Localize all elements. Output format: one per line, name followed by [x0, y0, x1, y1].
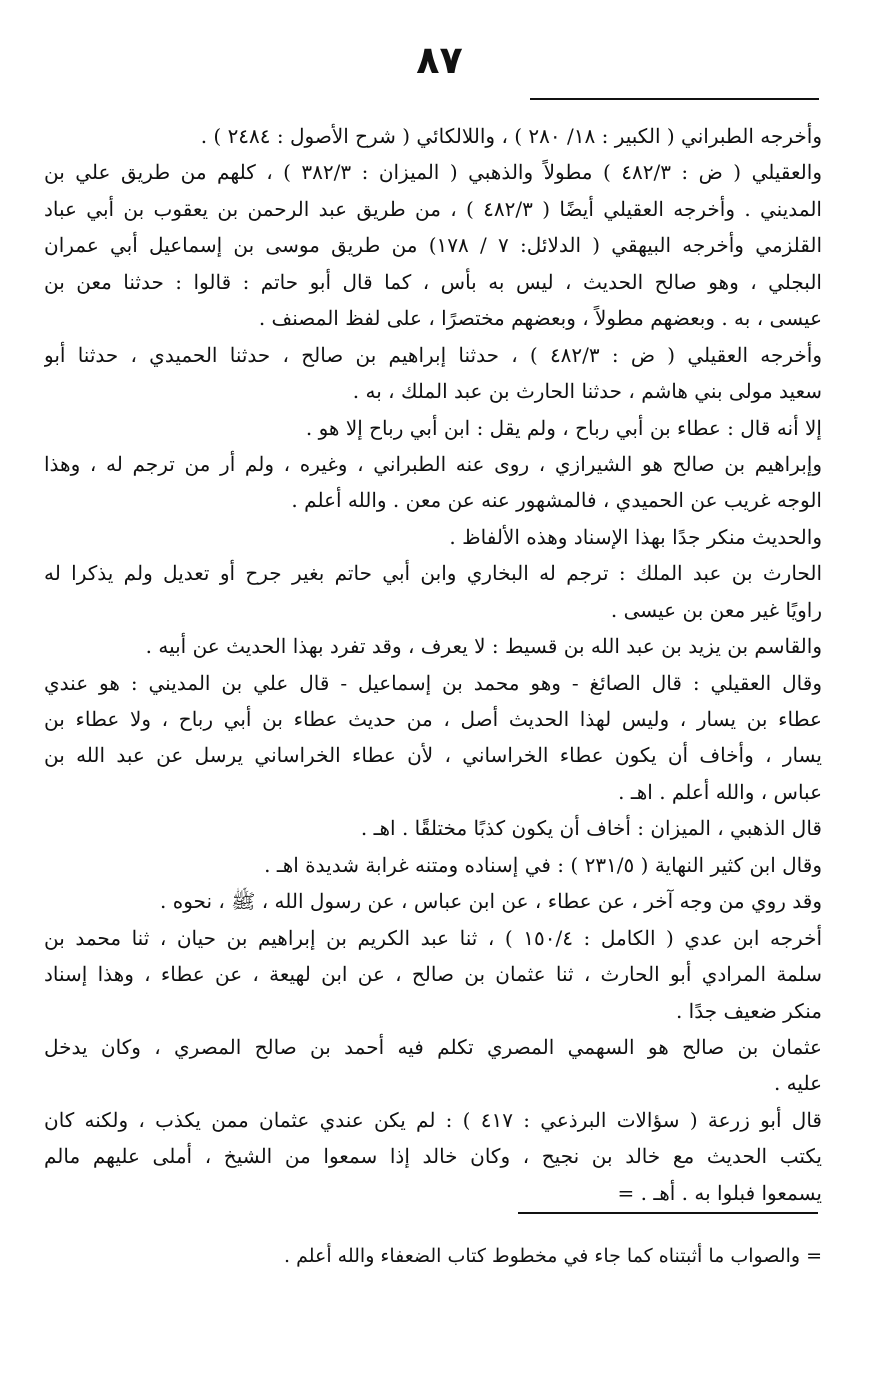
footnote: = والصواب ما أثبتناه كما جاء في مخطوط كتاب الضعفاء والله أعلم . — [283, 1245, 822, 1267]
text-line: الوجه غريب عن الحميدي ، فالمشهور عنه عن معن . والله أعلم . — [291, 488, 822, 513]
text-line: المديني . وأخرجه العقيلي أيضًا ( ٤٨٢/٣ ) ، من طريق عبد الرحمن بن يعقوب بن أبي عباد — [44, 196, 822, 221]
text-line: عيسى ، به . وبعضهم مطولاً ، وبعضهم مختصرًا ، على لفظ المصنف . — [258, 306, 822, 331]
text-line: وأخرجه العقيلي ( ض : ٤٨٢/٣ ) ، حدثنا إبراهيم بن صالح ، حدثنا الحميدي ، حدثنا أبو — [44, 342, 822, 367]
text-line: عليه . — [773, 1071, 822, 1096]
text-line: سعيد مولى بني هاشم ، حدثنا الحارث بن عبد الملك ، به . — [352, 379, 822, 404]
text-line: الحارث بن عبد الملك : ترجم له البخاري وابن أبي حاتم بغير جرح أو تعديل ولم يذكرا له — [44, 561, 822, 586]
text-line: وقال ابن كثير النهاية ( ٢٣١/٥ ) : في إسناده ومتنه غرابة شديدة اهـ . — [264, 852, 822, 877]
text-line: أخرجه ابن عدي ( الكامل : ١٥٠/٤ ) ، ثنا عبد الكريم بن إبراهيم بن حيان ، ثنا محمد بن — [44, 925, 822, 950]
text-line: القلزمي وأخرجه البيهقي ( الدلائل: ٧ / ١٧٨) من طريق موسى بن إسماعيل أبي عمران — [44, 233, 822, 258]
text-line: يكتب الحديث مع خالد بن نجيح ، وكان خالد إذا سمعوا من الشيخ ، أملى عليهم مالم — [44, 1144, 822, 1169]
text-line: قال الذهبي ، الميزان : أخاف أن يكون كذبًا مختلقًا . اهـ . — [360, 816, 822, 841]
text-line: والعقيلي ( ض : ٤٨٢/٣ ) مطولاً والذهبي ( الميزان : ٣٨٢/٣ ) ، كلهم من طريق علي بن — [44, 160, 822, 185]
text-line: والقاسم بن يزيد بن عبد الله بن قسيط : لا يعرف ، وقد تفرد بهذا الحديث عن أبيه . — [145, 634, 822, 659]
text-line: سلمة المرادي أبو الحارث ، ثنا عثمان بن صالح ، عن ابن لهيعة ، عن عطاء ، وهذا إسناد — [44, 962, 822, 987]
main-text — [44, 118, 822, 1211]
text-line: البجلي ، وهو صالح الحديث ، ليس به بأس ، كما قال أبو حاتم : قالوا : حدثنا معن بن — [44, 269, 822, 294]
text-line: منكر ضعيف جدًا . — [675, 998, 822, 1023]
text-line: قال أبو زرعة ( سؤالات البرذعي : ٤١٧ ) : لم يكن عندي عثمان ممن يكذب ، ولكنه كان — [44, 1107, 822, 1132]
text-line: وقال العقيلي : قال الصائغ - وهو محمد بن إسماعيل - قال علي بن المديني : هو عندي — [44, 670, 822, 695]
page-number: ٨٧ — [416, 38, 463, 82]
text-line: وقد روي من وجه آخر ، عن عطاء ، عن ابن عباس ، عن رسول الله ، ﷺ ، نحوه . — [160, 889, 822, 914]
text-line: إلا أنه قال : عطاء بن أبي رباح ، ولم يقل : ابن أبي رباح إلا هو . — [305, 415, 822, 440]
text-line: وأخرجه الطبراني ( الكبير : ١٨/ ٢٨٠ ) ، واللالكائي ( شرح الأصول : ٢٤٨٤ ) . — [200, 124, 822, 148]
text-line: والحديث منكر جدًا بهذا الإسناد وهذه الألفاظ . — [449, 524, 822, 549]
text-line: عباس ، والله أعلم . اهـ . — [618, 779, 822, 804]
text-line: عطاء بن يسار ، وليس لهذا الحديث أصل ، من حديث عطاء بن أبي رباح ، ولا عطاء بن — [44, 707, 822, 731]
text-line: يسمعوا فبلوا به . أهـ . = — [617, 1180, 822, 1205]
text-line: عثمان بن صالح هو السهمي المصري تكلم فيه أحمد بن صالح المصري ، وكان يدخل — [44, 1034, 822, 1059]
footnote-rule — [518, 1212, 818, 1214]
text-line: راويًا غير معن بن عيسى . — [610, 597, 822, 622]
header-rule — [530, 98, 819, 100]
text-line: يسار ، وأخاف أن يكون عطاء الخراساني ، لأن عطاء الخراساني يرسل عن عبد الله بن — [44, 743, 822, 768]
text-line: وإبراهيم بن صالح هو الشيرازي ، روى عنه الطبراني ، وغيره ، ولم أر من ترجم له ، وهذا — [44, 451, 822, 476]
